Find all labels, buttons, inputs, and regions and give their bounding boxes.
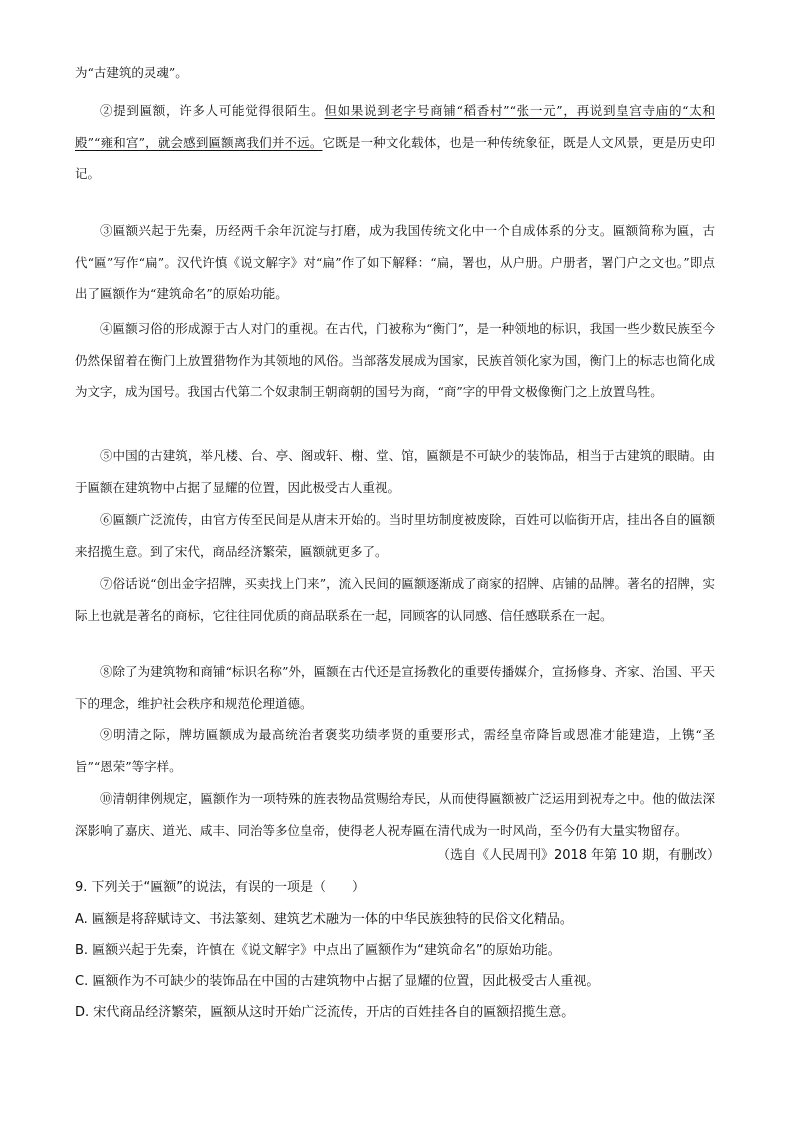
- paragraph-7: ⑦俗话说“创出金字招牌，买卖找上门来”，流入民间的匾额逐渐成了商家的招牌、店铺的品牌。著名的招牌，实际上也就是著名的商标，它往往同优质的商品联系在一起，同顾客的认同感、信任感联系在一起。: [75, 576, 715, 623]
- paragraph-1-tail: 为“古建筑的灵魂”。: [75, 65, 188, 80]
- paragraph-8: ⑧除了为建筑物和商铺“标识名称”外，匾额在古代还是宣扬教化的重要传播媒介，宣扬修身、齐家、治国、平天下的理念，维护社会秩序和规范伦理道德。: [75, 664, 715, 711]
- paragraph-9: ⑨明清之际，牌坊匾额成为最高统治者褒奖功绩孝贤的重要形式，需经皇帝降旨或恩准才能建造，上镌“圣旨”“恩荣”等字样。: [75, 727, 715, 774]
- source-citation: （选自《人民周刊》2018 年第 10 期，有删改）: [436, 848, 720, 863]
- paragraph-2-lead: ②提到匾额，许多人可能觉得很陌生。: [100, 103, 325, 118]
- option-c: C. 匾额作为不可缺少的装饰品在中国的古建筑物中占据了显耀的位置，因此极受古人重视。: [75, 974, 600, 989]
- option-d: D. 宋代商品经济繁荣，匾额从这时开始广泛流传，开店的百姓挂各自的匾额招揽生意。: [75, 1005, 575, 1020]
- paragraph-10: ⑩清朝律例规定，匾额作为一项特殊的旌表物品赏赐给寿民，从而使得匾额被广泛运用到祝寿之中。他的做法深深影响了嘉庆、道光、咸丰、同治等多位皇帝，使得老人祝寿匾在清代成为一时风尚，至今仍有大量实物留存。: [75, 791, 715, 838]
- paragraph-2: [75, 95, 715, 190]
- paragraph-2-tail: 它既是一种文化载体，也是一种传统象征，既是人文风景，更是历史印记。: [75, 134, 715, 181]
- paragraph-6: ⑥匾额广泛流传，由官方传至民间是从唐末开始的。当时里坊制度被废除，百姓可以临街开店，挂出各自的匾额来招揽生意。到了宋代，商品经济繁荣，匾额就更多了。: [75, 512, 715, 559]
- paragraph-4: ④匾额习俗的形成源于古人对门的重视。在古代，门被称为“衡门”，是一种领地的标识，我国一些少数民族至今仍然保留着在衡门上放置猎物作为其领地的风俗。当部落发展成为国家，民族首领化家为国，衡门上的标志也简化成为文字，成为国号。我国古代第二个奴隶制王朝商朝的国号为商，“商”字的甲骨文极像衡门之上放置鸟牲。: [75, 321, 715, 399]
- paragraph-2-underlined-sentence: 但如果说到老字号商铺“稻香村”“张一元”，再说到皇宫寺庙的“太和殿”“雍和宫”，就会感到匾额离我们并不远。: [75, 103, 715, 150]
- question-stem: 9. 下列关于“匾额”的说法，有误的一项是（ ）: [75, 880, 366, 895]
- option-b: B. 匾额兴起于先秦，许慎在《说文解字》中点出了匾额作为“建筑命名”的原始功能。: [75, 943, 561, 958]
- paragraph-5: ⑤中国的古建筑，举凡楼、台、亭、阁或轩、榭、堂、馆，匾额是不可缺少的装饰品，相当于古建筑的眼睛。由于匾额在建筑物中占据了显耀的位置，因此极受古人重视。: [75, 448, 715, 495]
- option-a: A. 匾额是将辞赋诗文、书法篆刻、建筑艺术融为一体的中华民族独特的民俗文化精品。: [75, 912, 573, 927]
- paragraph-3: ③匾额兴起于先秦，历经两千余年沉淀与打磨，成为我国传统文化中一个自成体系的分支。匾额简称为匾，古代“匾”写作“扁”。汉代许慎《说文解字》对“扁”作了如下解释：“扁，署也，从户册。户册者，署门户之文也。”即点出了匾额作为“建筑命名”的原始功能。: [75, 223, 715, 301]
